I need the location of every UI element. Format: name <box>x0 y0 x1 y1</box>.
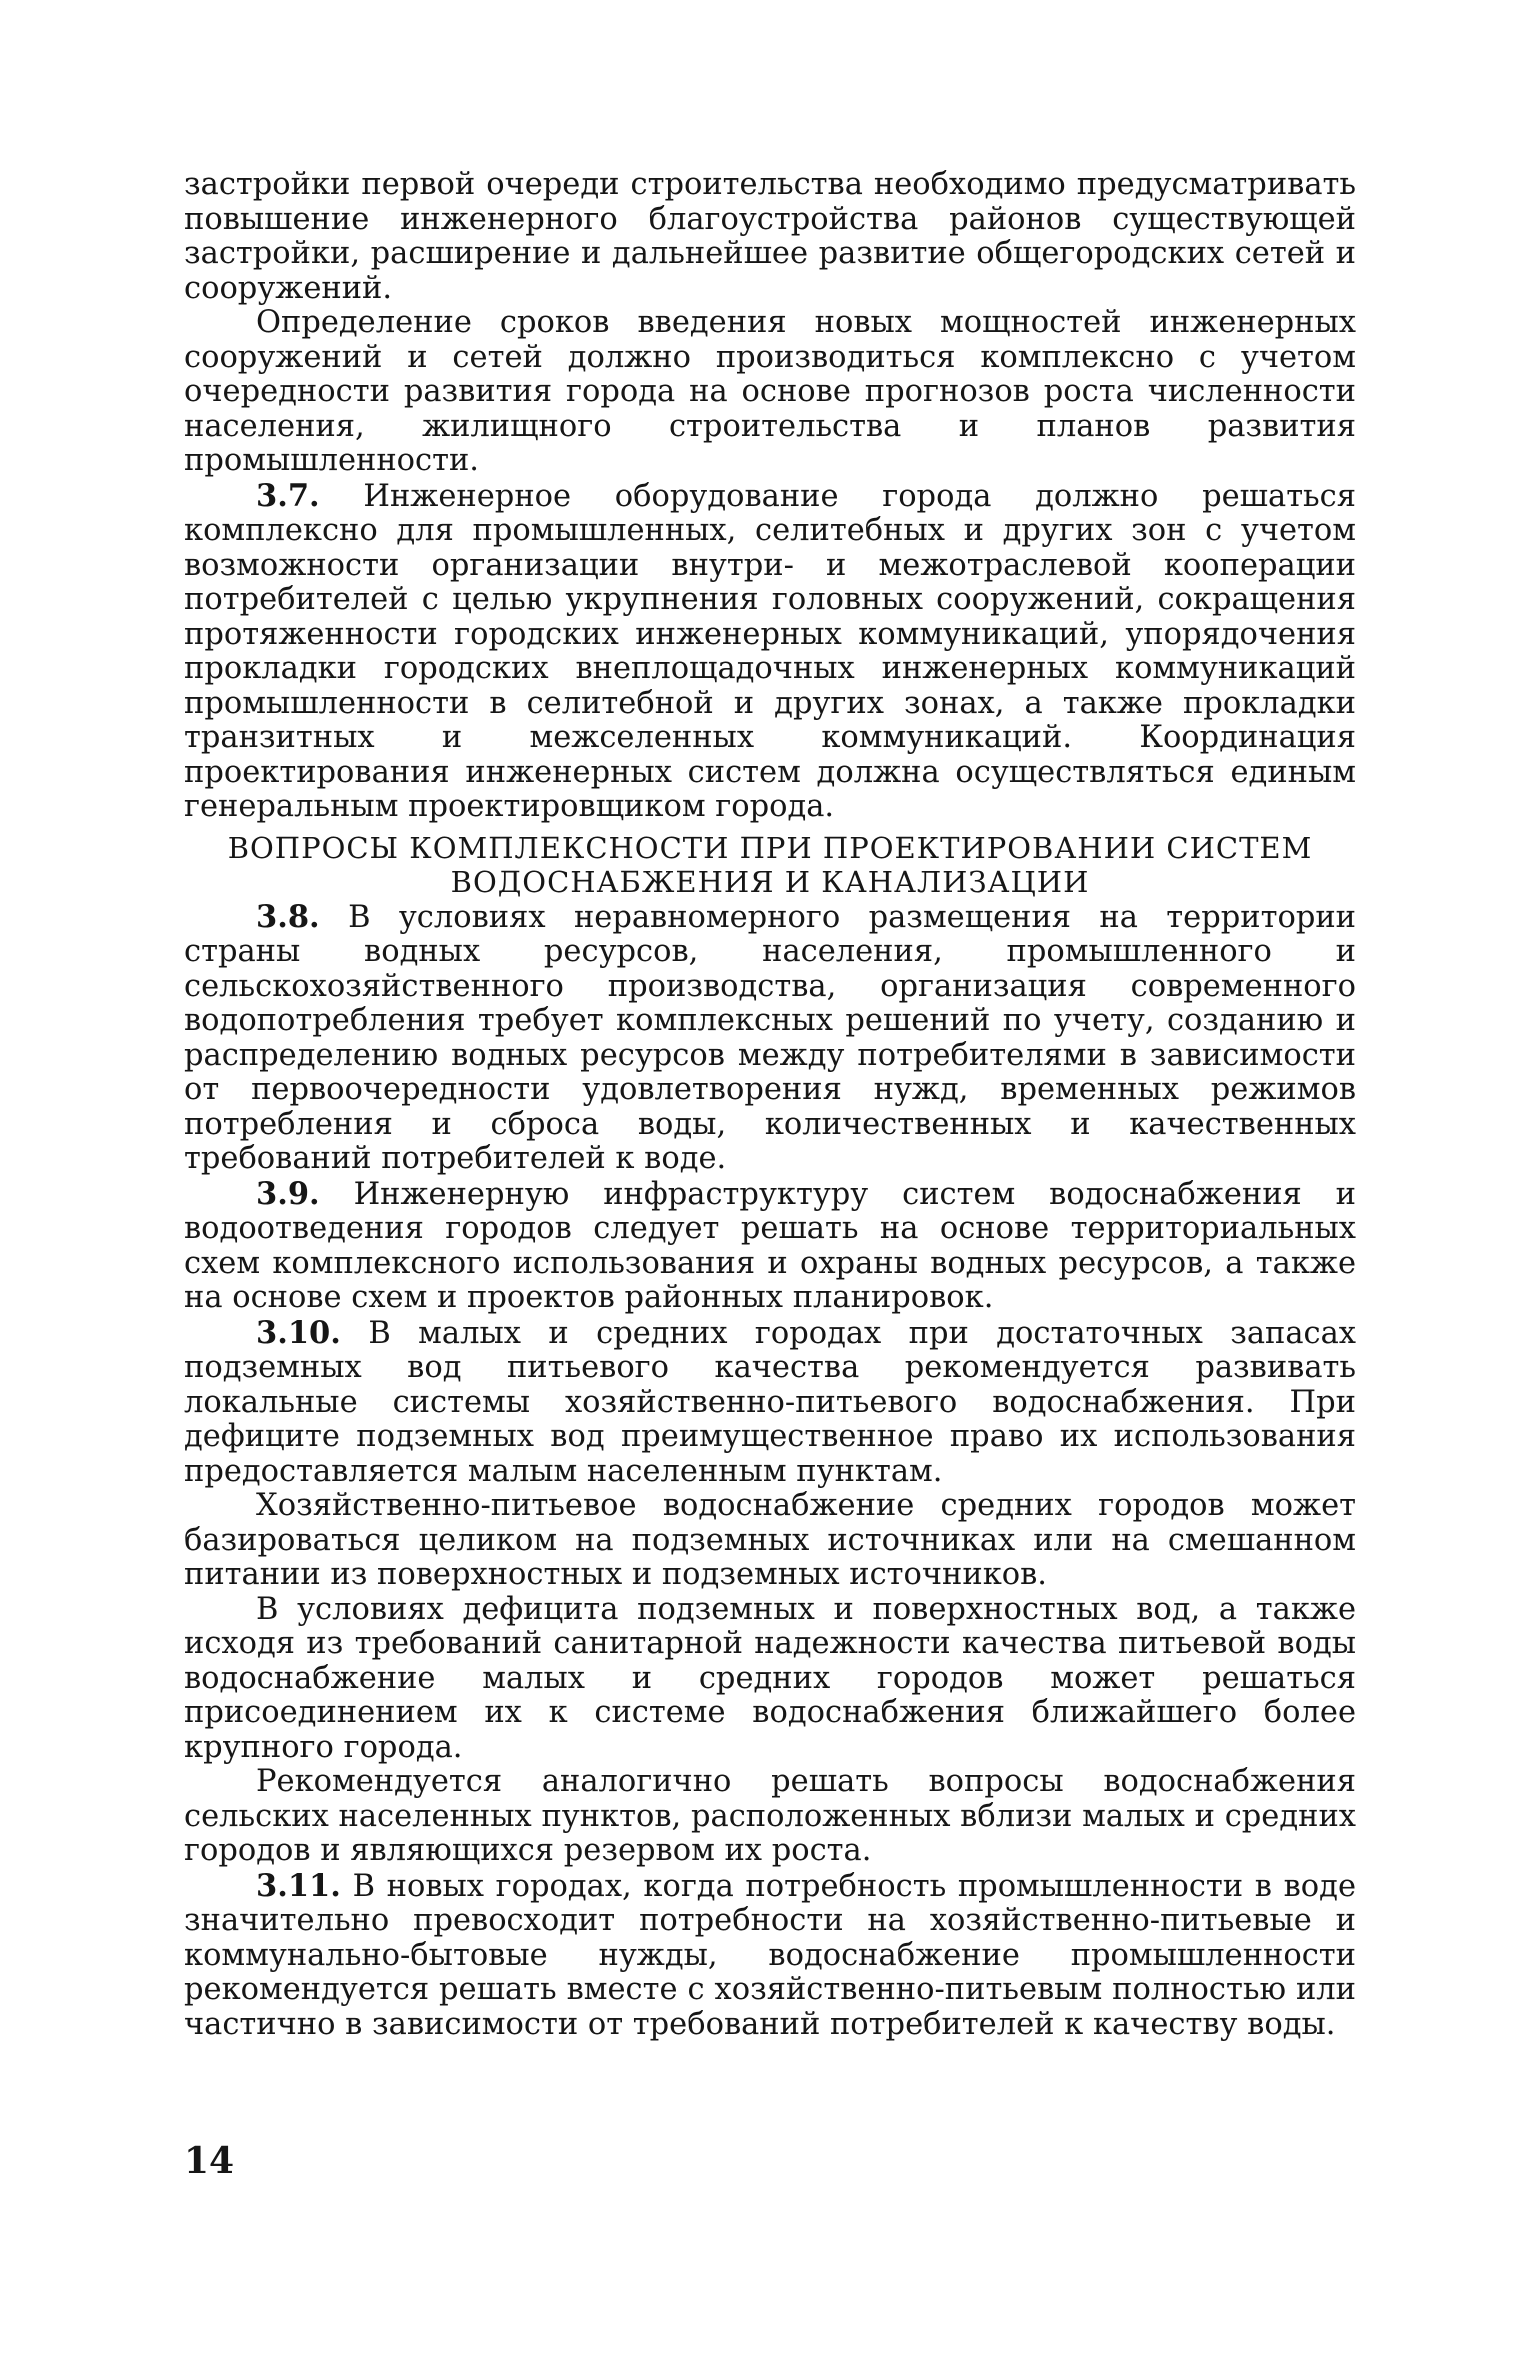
clause-number: 3.8. <box>256 898 320 935</box>
paragraph-text: В условиях дефицита подземных и поверхностных вод, а также исходя из требований санитарной надежности качества питьевой воды водоснабжение малых и средних городов может решаться присоединением их к системе водоснабжения ближайшего более крупного города. <box>184 1591 1356 1765</box>
section-heading-line: ВОДОСНАБЖЕНИЯ И КАНАЛИЗАЦИИ <box>450 865 1090 899</box>
paragraph-text: В новых городах, когда потребность промышленности в воде значительно превосходит потребности на хозяйственно-питьевые и коммунально-бытовые нужды, водоснабжение промышленности рекомендуется решать вместе с хозяйственно-питьевым полностью или частично в зависимости от требований потребителей к качеству воды. <box>184 1868 1356 2042</box>
paragraph <box>184 1489 1356 1593</box>
clause-number: 3.9. <box>256 1175 320 1212</box>
paragraph <box>184 306 1356 479</box>
paragraph <box>184 1593 1356 1766</box>
paragraph-text: Определение сроков введения новых мощностей инженерных сооружений и сетей должно производиться комплексно с учетом очередности развития города на основе прогнозов роста численности населения, жилищного строительства и планов развития промышленности. <box>184 305 1356 478</box>
document-page <box>184 168 1356 2042</box>
clause-number: 3.11. <box>256 1867 341 1904</box>
clause-number: 3.7. <box>256 477 320 514</box>
paragraph-text: Хозяйственно-питьевое водоснабжение средних городов может базироваться целиком на подземных источниках или на смешанном питании из поверхностных и подземных источников. <box>184 1488 1356 1592</box>
paragraph <box>184 1765 1356 1869</box>
paragraph-3-9 <box>184 1177 1356 1316</box>
paragraph-text: В условиях неравномерного размещения на территории страны водных ресурсов, населения, промышленного и сельскохозяйственного производства, организация современного водопотребления требует комплексных решений по учету, созданию и распределению водных ресурсов между потребителями в зависимости от первоочередности удовлетворения нужд, временных режимов потребления и сброса воды, количественных и качественных требований потребителей к воде. <box>184 899 1356 1176</box>
paragraph-text: Рекомендуется аналогично решать вопросы водоснабжения сельских населенных пунктов, расположенных вблизи малых и средних городов и являющихся резервом их роста. <box>184 1764 1356 1868</box>
paragraph-text: застройки первой очереди строительства необходимо предусматривать повышение инженерного благоустройства районов существующей застройки, расширение и дальнейшее развитие общегородских сетей и сооружений. <box>184 167 1356 306</box>
paragraph-3-11 <box>184 1869 1356 2043</box>
clause-number: 3.10. <box>256 1314 341 1351</box>
page-number: 14 <box>184 2140 235 2182</box>
paragraph-3-8 <box>184 900 1356 1177</box>
paragraph-continuation <box>184 168 1356 306</box>
section-heading <box>184 831 1356 900</box>
paragraph-text: Инженерное оборудование города должно решаться комплексно для промышленных, селитебных и других зон с учетом возможности организации внутри- и межотраслевой кооперации потребителей с целью укрупнения головных сооружений, сокращения протяженности городских инженерных коммуникаций, упорядочения прокладки городских внеплощадочных инженерных коммуникаций промышленности в селитебной и других зонах, а также прокладки транзитных и межселенных коммуникаций. Координация проектирования инженерных систем должна осуществляться единым генеральным проектировщиком города. <box>184 478 1356 824</box>
paragraph-text: Инженерную инфраструктуру систем водоснабжения и водоотведения городов следует решать на основе территориальных схем комплексного использования и охраны водных ресурсов, а также на основе схем и проектов районных планировок. <box>184 1176 1356 1315</box>
paragraph-text: В малых и средних городах при достаточных запасах подземных вод питьевого качества рекомендуется развивать локальные системы хозяйственно-питьевого водоснабжения. При дефиците подземных вод преимущественное право их использования предоставляется малым населенным пунктам. <box>184 1315 1356 1489</box>
section-heading-line: ВОПРОСЫ КОМПЛЕКСНОСТИ ПРИ ПРОЕКТИРОВАНИИ СИСТЕМ <box>227 830 1313 865</box>
paragraph-3-10 <box>184 1316 1356 1490</box>
paragraph-3-7 <box>184 479 1356 825</box>
